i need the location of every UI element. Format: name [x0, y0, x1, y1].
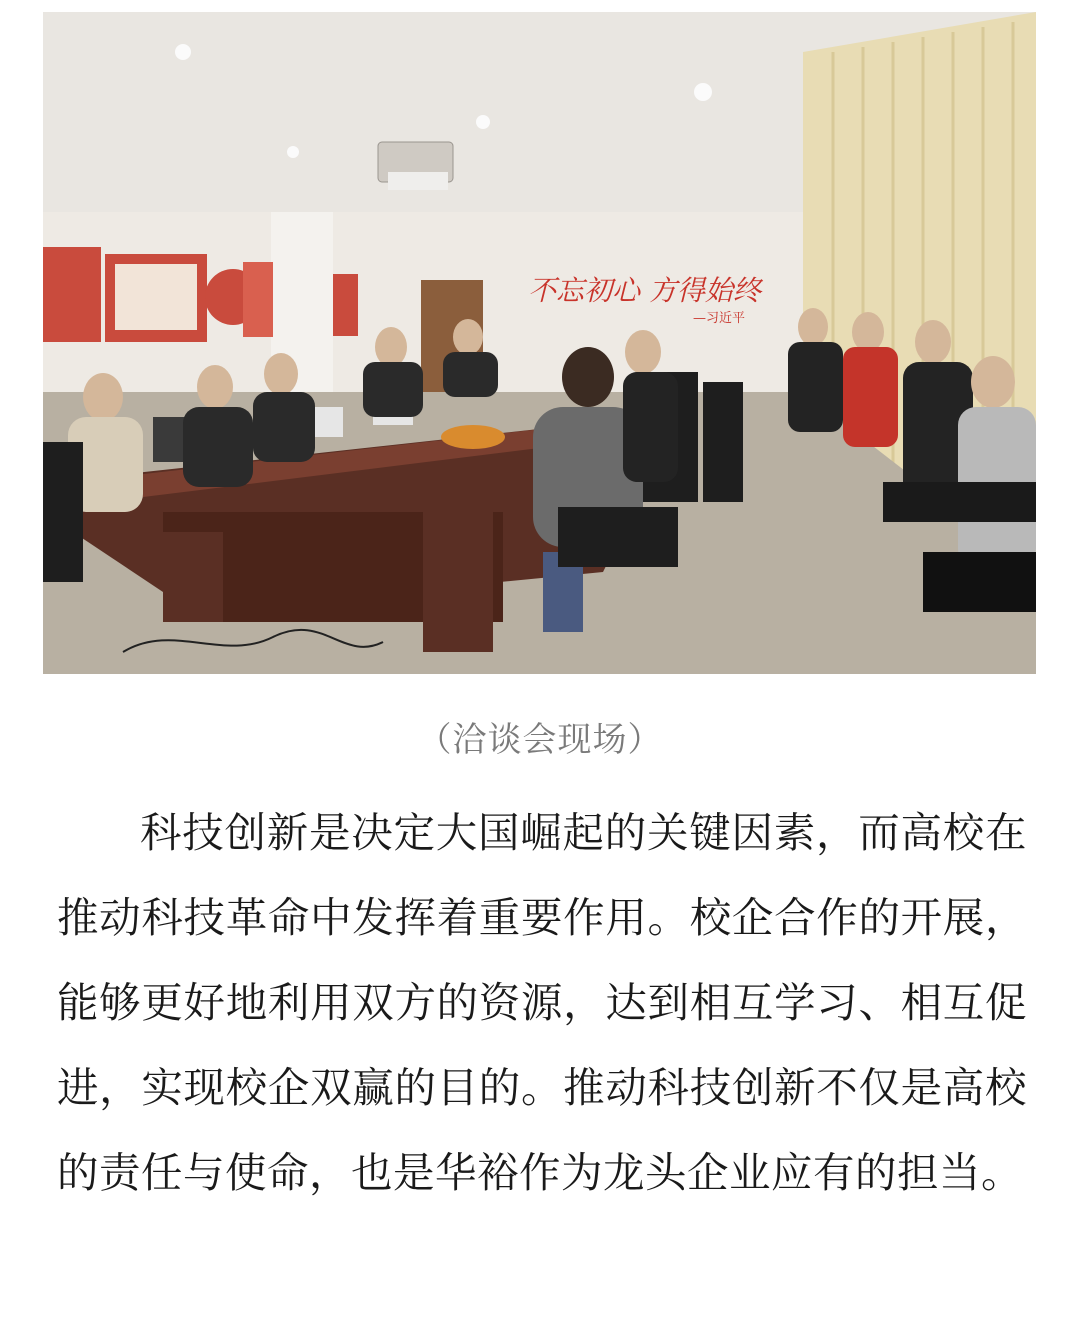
- article-paragraph: 科技创新是决定大国崛起的关键因素，而高校在推动科技革命中发挥着重要作用。校企合作的开展，能够更好地利用双方的资源，达到相互学习、相互促进，实现校企双赢的目的。推动科技创新不仅是高校的责任与使命，也是华裕作为龙头企业应有的担当。: [57, 808, 1027, 1197]
- wall-slogan: 不忘初心 方得始终: [528, 274, 761, 307]
- photo-caption: （洽谈会现场）: [417, 720, 663, 760]
- wall-signature: —习近平: [693, 311, 746, 326]
- meeting-photo: [43, 12, 1036, 674]
- meeting-room-photo-icon: [43, 12, 1036, 674]
